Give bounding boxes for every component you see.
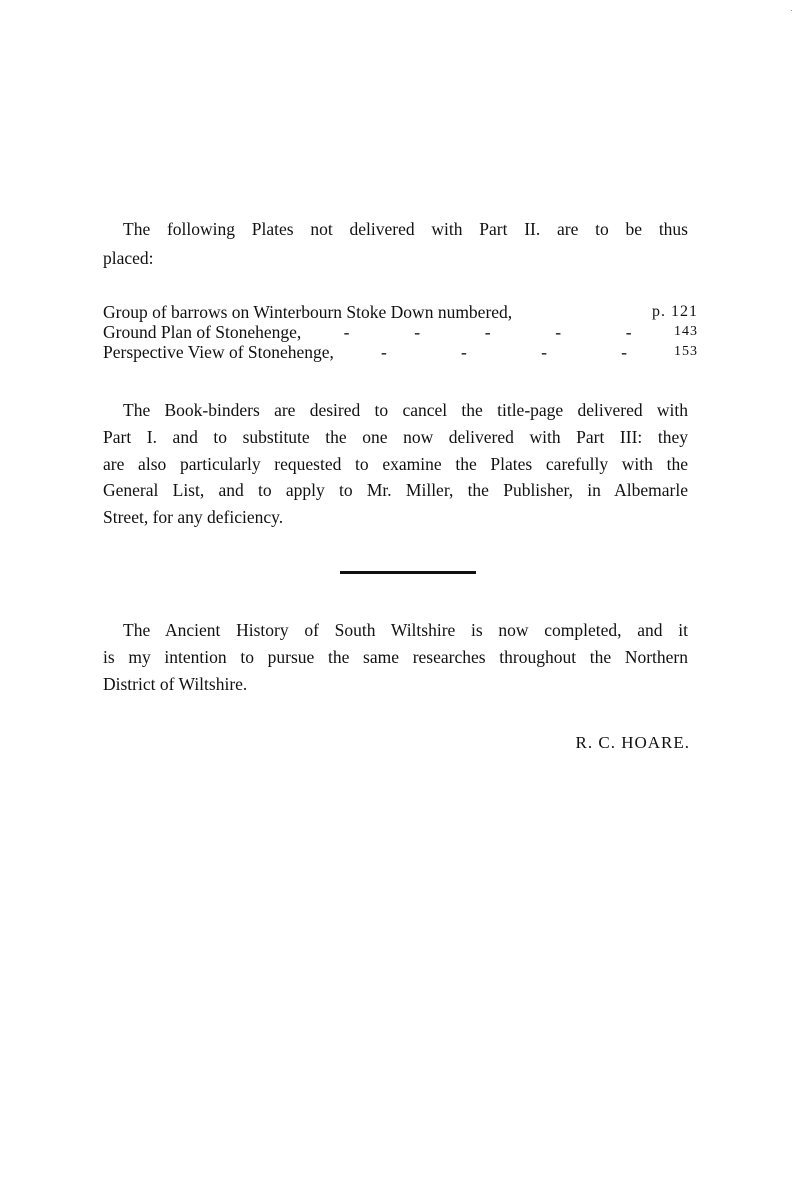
binders-line: Street, for any deficiency. <box>103 507 284 527</box>
plate-title: Ground Plan of Stonehenge, <box>103 322 302 342</box>
binders-line: Part I. and to substitute the one now delivered with Part III: they <box>103 427 688 447</box>
closing-line: The Ancient History of South Wiltshire is now completed, and it <box>123 620 688 640</box>
binders-line: The Book-binders are desired to cancel the title-page delivered with <box>123 400 688 420</box>
dot-leader: - - - - <box>381 342 627 362</box>
binders-line: General List, and to apply to Mr. Miller, the Publisher, in Albemarle <box>103 480 688 500</box>
dot-leader: - - - - - <box>343 322 632 342</box>
closing-line: District of Wiltshire. <box>103 674 248 694</box>
signature: R. C. HOARE. <box>575 733 690 752</box>
plate-entry <box>103 342 698 362</box>
plate-page: p. 121 <box>652 303 698 320</box>
plate-title: Perspective View of Stonehenge, <box>103 342 334 362</box>
plate-page: 153 <box>674 344 698 359</box>
plate-page: 143 <box>674 324 698 339</box>
section-divider <box>340 571 476 574</box>
binders-line: are also particularly requested to examine the Plates carefully with the <box>103 454 688 474</box>
scan-speck <box>791 10 792 11</box>
plate-entry <box>103 302 698 322</box>
notice-line: placed: <box>103 248 154 268</box>
plate-entry <box>103 322 698 342</box>
closing-line: is my intention to pursue the same researches throughout the Northern <box>103 647 688 667</box>
notice-line: The following Plates not delivered with Part II. are to be thus <box>123 219 688 239</box>
plate-title: Group of barrows on Winterbourn Stoke Down numbered, <box>103 302 513 322</box>
